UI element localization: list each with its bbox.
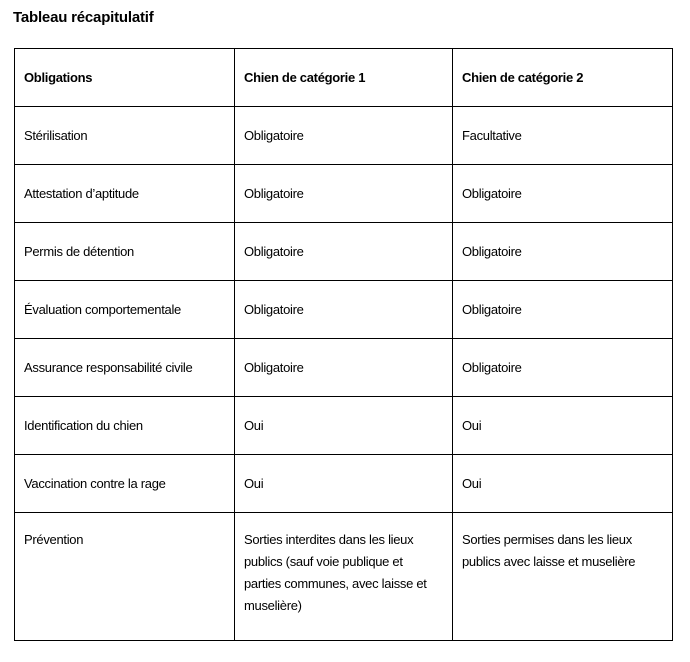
table-row	[15, 455, 673, 513]
table-header-row	[15, 49, 673, 107]
column-header: Chien de catégorie 2	[453, 49, 673, 107]
table-row	[15, 397, 673, 455]
column-header: Chien de catégorie 1	[235, 49, 453, 107]
table-cell: Oui	[235, 397, 453, 455]
table-row	[15, 513, 673, 641]
table-cell: Obligatoire	[453, 223, 673, 281]
table-cell: Prévention	[15, 513, 235, 641]
table-cell: Stérilisation	[15, 107, 235, 165]
table-cell: Assurance responsabilité civile	[15, 339, 235, 397]
table-row	[15, 339, 673, 397]
table-cell: Facultative	[453, 107, 673, 165]
table-row	[15, 223, 673, 281]
table-cell: Attestation d’aptitude	[15, 165, 235, 223]
summary-table	[14, 48, 673, 641]
table-cell: Oui	[453, 397, 673, 455]
table-cell: Oui	[453, 455, 673, 513]
table-cell: Permis de détention	[15, 223, 235, 281]
table-cell: Obligatoire	[235, 339, 453, 397]
table-cell: Sorties interdites dans les lieux publics (sauf voie publique et parties communes, avec laisse et muselière)	[235, 513, 453, 641]
table-cell: Obligatoire	[453, 281, 673, 339]
table-cell: Sorties permises dans les lieux publics avec laisse et muselière	[453, 513, 673, 641]
table-row	[15, 281, 673, 339]
table-row	[15, 165, 673, 223]
table-cell: Obligatoire	[235, 165, 453, 223]
table-cell: Vaccination contre la rage	[15, 455, 235, 513]
table-cell: Obligatoire	[453, 339, 673, 397]
table-cell: Obligatoire	[235, 223, 453, 281]
page-title: Tableau récapitulatif	[13, 9, 154, 26]
table-cell: Oui	[235, 455, 453, 513]
table-cell: Obligatoire	[235, 107, 453, 165]
table-cell: Obligatoire	[453, 165, 673, 223]
table-row	[15, 107, 673, 165]
table-cell: Évaluation comportementale	[15, 281, 235, 339]
table-cell: Identification du chien	[15, 397, 235, 455]
column-header: Obligations	[15, 49, 235, 107]
table-cell: Obligatoire	[235, 281, 453, 339]
